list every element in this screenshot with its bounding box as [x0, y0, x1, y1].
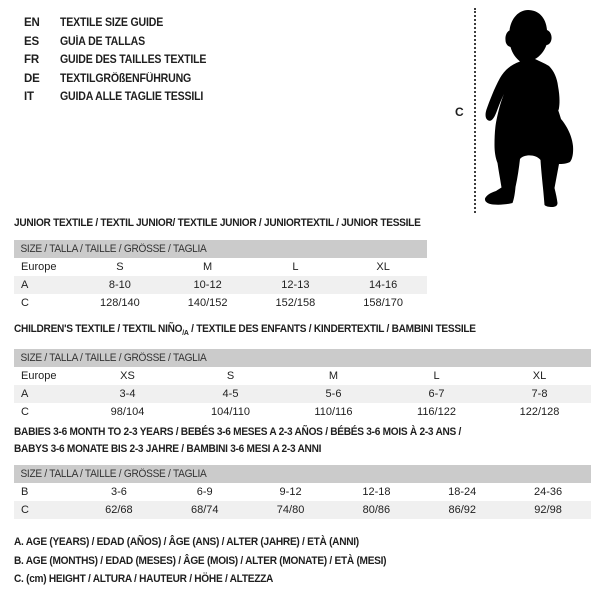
- language-code: DE: [24, 72, 40, 85]
- language-title-list: [24, 14, 219, 107]
- table-cell: 7-8: [531, 388, 548, 401]
- guide-title-es: GUÍA DE TALLAS: [60, 35, 145, 48]
- table-cell: 18-24: [448, 486, 477, 498]
- table-cell: 104/110: [211, 406, 250, 419]
- table-cell: 116/122: [417, 406, 456, 419]
- table-row: [14, 403, 591, 421]
- table-title-prefix: CHILDREN'S TEXTILE / TEXTIL NIÑO: [14, 323, 183, 335]
- row-label: Europe: [21, 261, 57, 273]
- table-cell: 14-16: [369, 279, 398, 291]
- table-cell: 68/74: [190, 504, 219, 516]
- table-title: JUNIOR TEXTILE / TEXTIL JUNIOR/ TEXTILE JUNIOR / JUNIORTEXTIL / JUNIOR TESSILE: [14, 217, 421, 229]
- table-cell: XL: [376, 261, 390, 273]
- table-cell: 62/68: [105, 504, 133, 516]
- table-row: [14, 276, 427, 294]
- table-cell: S: [116, 261, 124, 273]
- row-label: A: [21, 388, 29, 401]
- height-measure-line: [474, 8, 476, 213]
- table-cell: 6-7: [428, 388, 445, 401]
- row-label: C: [21, 406, 29, 419]
- table-cell: 128/140: [99, 297, 140, 309]
- table-cell: 12-13: [281, 279, 310, 291]
- guide-title-en: TEXTILE SIZE GUIDE: [60, 17, 164, 30]
- table-cell: 3-6: [110, 486, 127, 498]
- childrens-textile-table: [14, 321, 591, 421]
- language-code: EN: [24, 17, 40, 30]
- table-row: [14, 501, 591, 519]
- table-cell: S: [226, 370, 235, 383]
- table-header-label: SIZE / TALLA / TAILLE / GRÖSSE / TAGLIA: [20, 352, 207, 365]
- guide-title-de: TEXTILGRÖßENFÜHRUNG: [60, 72, 192, 85]
- babies-textile-table: [14, 424, 591, 519]
- table-cell: 4-5: [222, 388, 239, 401]
- table-cell: 158/170: [363, 297, 403, 309]
- table-cell: M: [328, 370, 339, 383]
- table-cell: L: [433, 370, 440, 383]
- table-cell: 86/92: [448, 504, 476, 516]
- row-label: Europe: [21, 370, 57, 383]
- table-header-label: SIZE / TALLA / TAILLE / GRÖSSE / TAGLIA: [20, 243, 207, 255]
- table-cell: 74/80: [276, 504, 305, 516]
- table-header-bar: [14, 349, 591, 367]
- language-row-fr: [24, 51, 219, 70]
- legend: [14, 533, 419, 589]
- row-label: C: [21, 504, 29, 516]
- table-cell: 3-4: [119, 388, 136, 401]
- legend-line-b: B. AGE (MONTHS) / EDAD (MESES) / ÂGE (MOIS) / ALTER (MONATE) / ETÀ (MESI): [14, 554, 387, 567]
- row-label: C: [21, 297, 29, 309]
- baby-silhouette-icon: [482, 6, 588, 214]
- table-title-line2: BABYS 3-6 MONATE BIS 2-3 JAHRE / BAMBINI 3-6 MESI A 2-3 ANNI: [14, 443, 322, 455]
- table-cell: 110/116: [314, 406, 353, 419]
- table-cell: 152/158: [275, 297, 316, 309]
- guide-title-it: GUIDA ALLE TAGLIE TESSILI: [60, 91, 204, 104]
- table-title-subscript: /A: [182, 328, 189, 338]
- junior-textile-table: [14, 215, 427, 312]
- height-measure-label: C: [455, 105, 464, 119]
- table-cell: 12-18: [362, 486, 391, 498]
- row-label: A: [21, 279, 29, 291]
- table-title-suffix: / TEXTILE DES ENFANTS / KINDERTEXTIL / BAMBINI TESSILE: [188, 323, 476, 335]
- language-code: FR: [24, 54, 39, 67]
- legend-line-c: C. (cm) HEIGHT / ALTURA / HAUTEUR / HÖHE / ALTEZZA: [14, 573, 274, 585]
- table-cell: XL: [532, 370, 547, 383]
- table-row: [14, 294, 427, 312]
- table-cell: 8-10: [108, 279, 131, 291]
- table-cell: M: [203, 261, 213, 273]
- table-cell: 122/128: [519, 406, 560, 419]
- language-row-de: [24, 70, 219, 89]
- table-cell: 24-36: [533, 486, 563, 498]
- table-header-label: SIZE / TALLA / TAILLE / GRÖSSE / TAGLIA: [20, 468, 207, 480]
- table-cell: 5-6: [325, 388, 342, 401]
- table-cell: 9-12: [279, 486, 302, 498]
- language-row-es: [24, 33, 219, 52]
- table-title: [14, 321, 545, 341]
- table-cell: 80/86: [362, 504, 391, 516]
- table-cell: XS: [120, 370, 135, 383]
- table-row: [14, 258, 427, 276]
- table-header-bar: [14, 240, 427, 258]
- table-cell: L: [292, 261, 299, 273]
- table-row: [14, 385, 591, 403]
- row-label: B: [21, 486, 29, 498]
- table-cell: 98/104: [110, 406, 145, 419]
- table-title-line1: BABIES 3-6 MONTH TO 2-3 YEARS / BEBÉS 3-6 MESES A 2-3 AÑOS / BÉBÉS 3-6 MOIS À 2-3 ANS /: [14, 426, 462, 438]
- table-header-bar: [14, 465, 591, 483]
- language-row-en: [24, 14, 219, 33]
- table-cell: 10-12: [193, 279, 222, 291]
- language-code: IT: [24, 91, 34, 104]
- table-row: [14, 367, 591, 385]
- legend-line-a: A. AGE (YEARS) / EDAD (AÑOS) / ÂGE (ANS) / ALTER (JAHRE) / ETÀ (ANNI): [14, 536, 359, 548]
- table-cell: 140/152: [187, 297, 228, 309]
- guide-title-fr: GUIDE DES TAILLES TEXTILE: [60, 54, 207, 67]
- language-row-it: [24, 88, 219, 107]
- language-code: ES: [24, 35, 39, 48]
- table-cell: 6-9: [196, 486, 213, 498]
- table-row: [14, 483, 591, 501]
- table-cell: 92/98: [534, 504, 562, 516]
